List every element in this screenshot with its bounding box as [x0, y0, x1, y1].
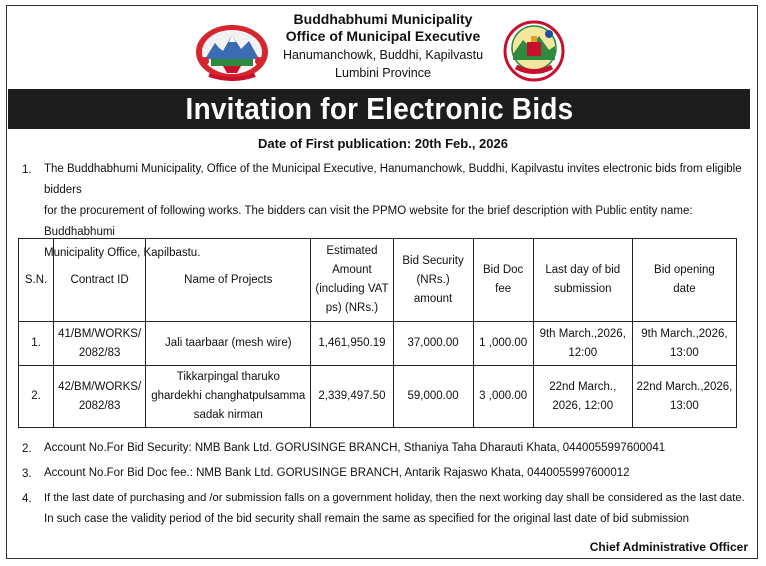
header-doc-fee: Bid Doc fee [473, 239, 533, 322]
table-row [19, 366, 737, 428]
point-2-text: Account No.For Bid Security: NMB Bank Ltd. GORUSINGE BRANCH, Sthaniya Taha Dharauti Khata, 0440055997600041 [44, 442, 666, 454]
point-3-text: Account No.For Bid Doc fee.: NMB Bank Ltd. GORUSINGE BRANCH, Antarik Rajaswo Khata, 0440055997600012 [44, 467, 630, 479]
organization-name: Buddhabhumi Municipality [293, 11, 473, 27]
notice-title-banner [8, 89, 750, 129]
notice-title: Invitation for Electronic Bids [185, 91, 573, 126]
point-1-line-2: for the procurement of following works. The bidders can visit the PPMO website for the brief description with Public entity name: Buddhabhumi [44, 205, 693, 238]
header-opening-date: Bid opening date [632, 239, 736, 322]
cell-sn: 2. [19, 366, 54, 428]
office-address: Hanumanchowk, Buddhi, Kapilvastu [282, 48, 484, 62]
header-contract-id: Contract ID [54, 239, 146, 322]
signature-title: Chief Administrative Officer [589, 540, 748, 554]
point-2-number: 2. [22, 443, 32, 455]
cell-contract-id: 41/BM/WORKS/ 2082/83 [54, 322, 146, 366]
point-1-line-3: Municipality Office, Kapilbastu. [44, 247, 201, 259]
cell-bid-security: 37,000.00 [393, 322, 473, 366]
cell-estimated-amount: 2,339,497.50 [311, 366, 393, 428]
bids-table [18, 238, 737, 428]
office-name: Office of Municipal Executive [285, 28, 481, 44]
point-4-line-1: If the last date of purchasing and /or submission falls on a government holiday, then the next working day shall be considered as the last date. [44, 492, 745, 504]
cell-sn: 1. [19, 322, 54, 366]
province-name: Lumbini Province [335, 66, 431, 80]
cell-doc-fee: 1 ,000.00 [473, 322, 533, 366]
header-estimated-amount: Estimated Amount (including VAT ps) (NRs.) [311, 239, 393, 322]
point-1-number: 1. [22, 164, 32, 176]
publication-date: Date of First publication: 20th Feb., 2026 [258, 136, 508, 151]
cell-bid-security: 59,000.00 [393, 366, 473, 428]
header-sn: S.N. [19, 239, 54, 322]
cell-doc-fee: 3 ,000.00 [473, 366, 533, 428]
cell-last-day: 22nd March., 2026, 12:00 [533, 366, 632, 428]
cell-opening-date: 22nd March.,2026, 13:00 [632, 366, 736, 428]
header-project-name: Name of Projects [146, 239, 311, 322]
cell-estimated-amount: 1,461,950.19 [311, 322, 393, 366]
cell-opening-date: 9th March.,2026, 13:00 [632, 322, 736, 366]
table-row [19, 322, 737, 366]
cell-last-day: 9th March.,2026, 12:00 [533, 322, 632, 366]
point-4-number: 4. [22, 493, 32, 505]
cell-contract-id: 42/BM/WORKS/ 2082/83 [54, 366, 146, 428]
header-last-day: Last day of bid submission [533, 239, 632, 322]
point-3-number: 3. [22, 468, 32, 480]
cell-project-name: Tikkarpingal tharuko ghardekhi changhatpulsamma sadak nirman [146, 366, 311, 428]
cell-project-name: Jali taarbaar (mesh wire) [146, 322, 311, 366]
point-4-text [44, 488, 749, 530]
header-bid-security: Bid Security (NRs.) amount [393, 239, 473, 322]
point-1-line-1: The Buddhabhumi Municipality, Office of the Municipal Executive, Hanumanchowk, Buddhi, Kapilvastu invites electronic bids from eligible bidders [44, 163, 742, 196]
table-header-row [19, 239, 737, 322]
point-4-line-2: In such case the validity period of the bid security shall remain the same as specified for the original last date of bid submission [44, 513, 689, 525]
